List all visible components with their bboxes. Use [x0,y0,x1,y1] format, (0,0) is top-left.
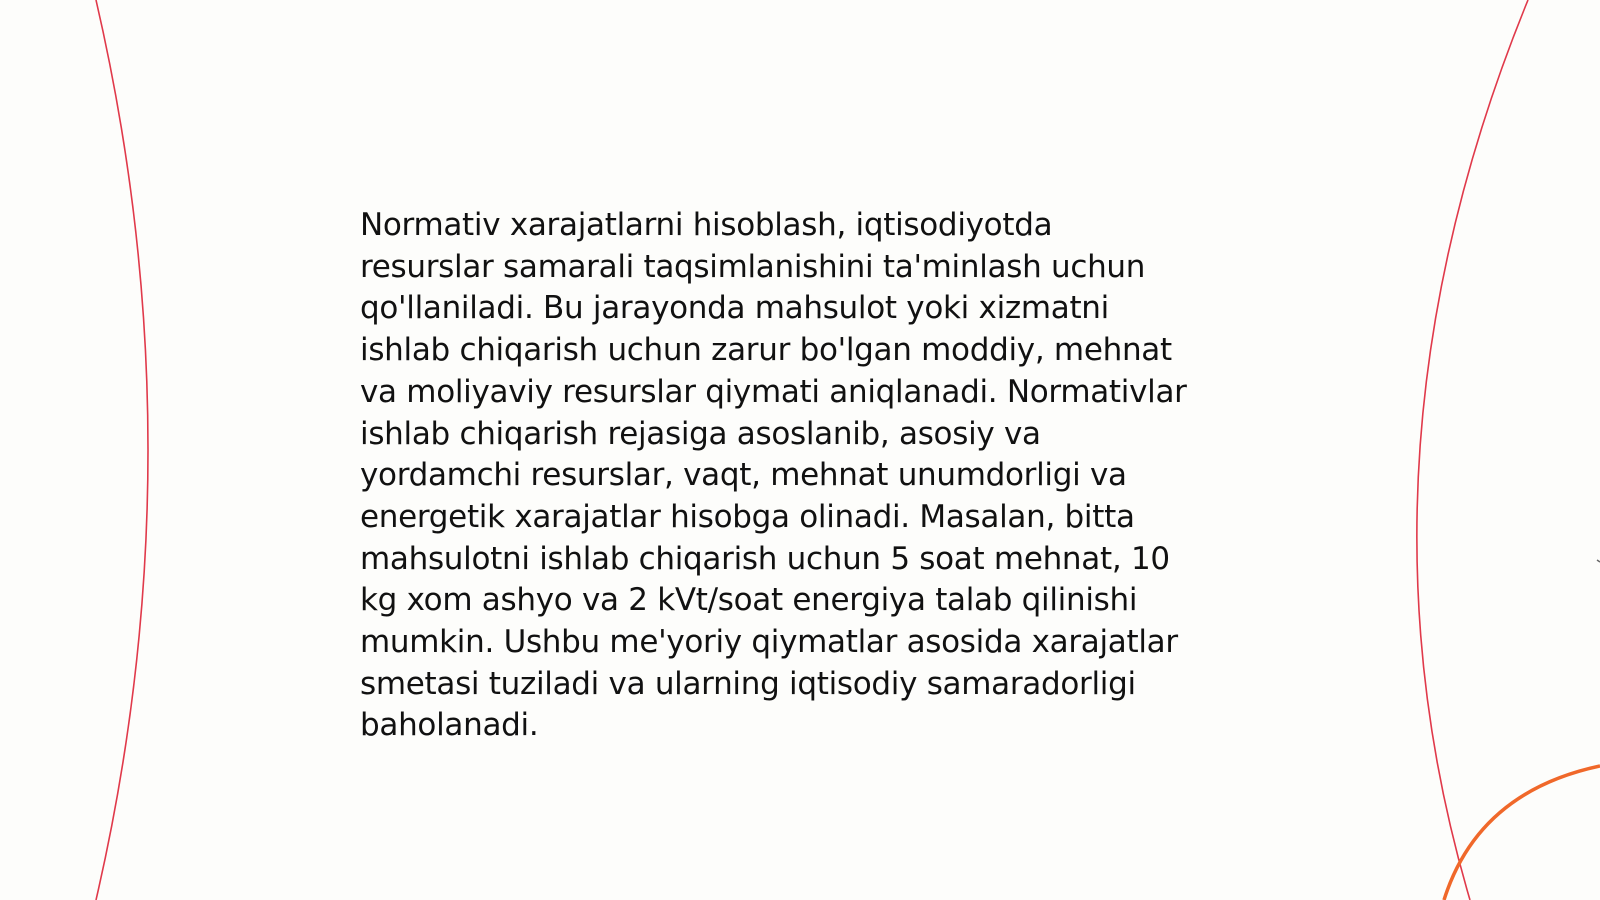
paragraph-line-4: ishlab chiqarish uchun zarur bo'lgan moddiy, mehnat [360,332,1172,369]
paragraph-line-2: resurslar samarali taqsimlanishini ta'minlash uchun [360,248,1146,285]
paragraph-line-6: ishlab chiqarish rejasiga asoslanib, asosiy va [360,415,1041,452]
paragraph-line-5: va moliyaviy resurslar qiymati aniqlanadi. Normativlar [360,373,1187,410]
paragraph-line-8: energetik xarajatlar hisobga olinadi. Masalan, bitta [360,498,1135,535]
paragraph-line-9: mahsulotni ishlab chiqarish uchun 5 soat mehnat, 10 [360,540,1170,577]
paragraph-line-12: smetasi tuziladi va ularning iqtisodiy samaradorligi [360,665,1136,702]
orange-circle-arc [1444,766,1600,900]
paragraph-line-1: Normativ xarajatlarni hisoblash, iqtisodiyotda [360,207,1053,243]
right-arc-line [1417,0,1528,900]
body-paragraph [360,205,1260,747]
paragraph-line-10: kg xom ashyo va 2 kVt/soat energiya talab qilinishi [360,582,1138,619]
left-arc-line [96,0,148,900]
paragraph-line-11: mumkin. Ushbu me'yoriy qiymatlar asosida xarajatlar [360,624,1178,661]
paragraph-line-7: yordamchi resurslar, vaqt, mehnat unumdorligi va [360,457,1127,494]
paragraph-line-13: baholanadi. [360,707,539,744]
paragraph-line-3: qo'llaniladi. Bu jarayonda mahsulot yoki xizmatni [360,290,1109,327]
